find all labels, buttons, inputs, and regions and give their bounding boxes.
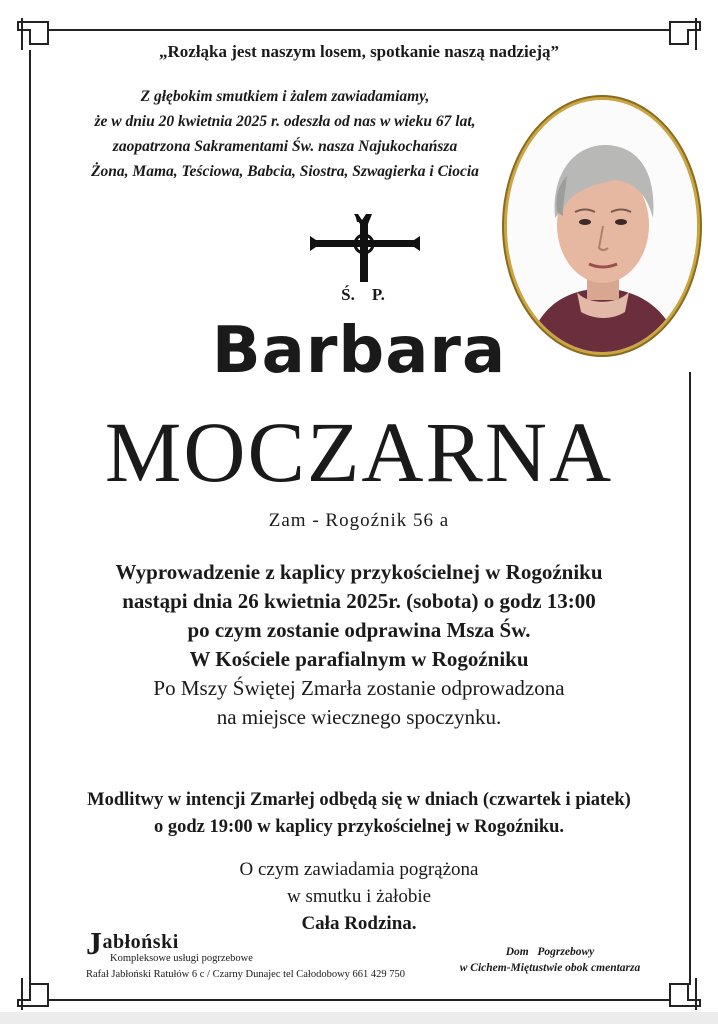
- ceremony-line: Wyprowadzenie z kaplicy przykościelnej w Rogoźniku: [115, 560, 603, 584]
- ceremony-details: [0, 558, 718, 732]
- company-logo: [86, 925, 416, 980]
- ceremony-line: na miejsce wiecznego spoczynku.: [216, 705, 502, 729]
- intro-line: zaopatrzona Sakramentami Św. nasza Najukochańsza: [112, 138, 458, 155]
- company-contact: Rafał Jabłoński Ratułów 6 c / Czarny Dunajec tel Całodobowy 661 429 750: [86, 969, 406, 980]
- funeral-home-line: w Cichem-Miętustwie obok cmentarza: [459, 962, 641, 974]
- ceremony-line: W Kościele parafialnym w Rogoźniku: [189, 647, 529, 671]
- deceased-last-name: MOCZARNA: [104, 404, 614, 500]
- ceremony-line: nastąpi dnia 26 kwietnia 2025r. (sobota) o godz 13:00: [122, 589, 596, 613]
- bottom-margin: [0, 1012, 718, 1024]
- cross-icon: [310, 214, 420, 282]
- closing-line: w smutku i żałobie: [286, 886, 432, 907]
- prayer-line: o godz 19:00 w kaplicy przykościelnej w Rogoźniku.: [153, 817, 565, 837]
- company-tagline: Kompleksowe usługi pogrzebowe: [110, 953, 253, 964]
- company-name-rest: abłoński: [102, 931, 179, 953]
- prayer-line: Modlitwy w intencji Zmarłej odbędą się w dniach (czwartek i piatek): [87, 790, 631, 810]
- intro-line: że w dniu 20 kwietnia 2025 r. odeszła od nas w wieku 67 lat,: [94, 113, 476, 130]
- company-initial: J: [86, 925, 103, 961]
- motto-quote: „Rozłąka jest naszym losem, spotkanie naszą nadzieją”: [159, 42, 559, 61]
- funeral-home-line: Dom Pogrzebowy: [505, 946, 595, 958]
- prayer-details: [0, 787, 718, 841]
- closing-text: [0, 856, 718, 937]
- ceremony-line: Po Mszy Świętej Zmarła zostanie odprowadzona: [153, 676, 565, 700]
- funeral-home-info: [425, 944, 675, 976]
- closing-line: O czym zawiadamia pogrążona: [239, 859, 479, 880]
- deceased-address: Zam - Rogoźnik 56 a: [268, 510, 450, 531]
- intro-text: [70, 84, 500, 184]
- family-signature: Cała Rodzina.: [301, 913, 417, 934]
- ceremony-line: po czym zostanie odprawina Msza Św.: [187, 618, 531, 642]
- deceased-first-name: Barbara: [211, 314, 507, 388]
- sp-abbreviation: Ś. P.: [341, 285, 385, 304]
- intro-line: Z głębokim smutkiem i żalem zawiadamiamy,: [140, 88, 430, 105]
- intro-line: Żona, Mama, Teściowa, Babcia, Siostra, Szwagierka i Ciocia: [91, 163, 479, 180]
